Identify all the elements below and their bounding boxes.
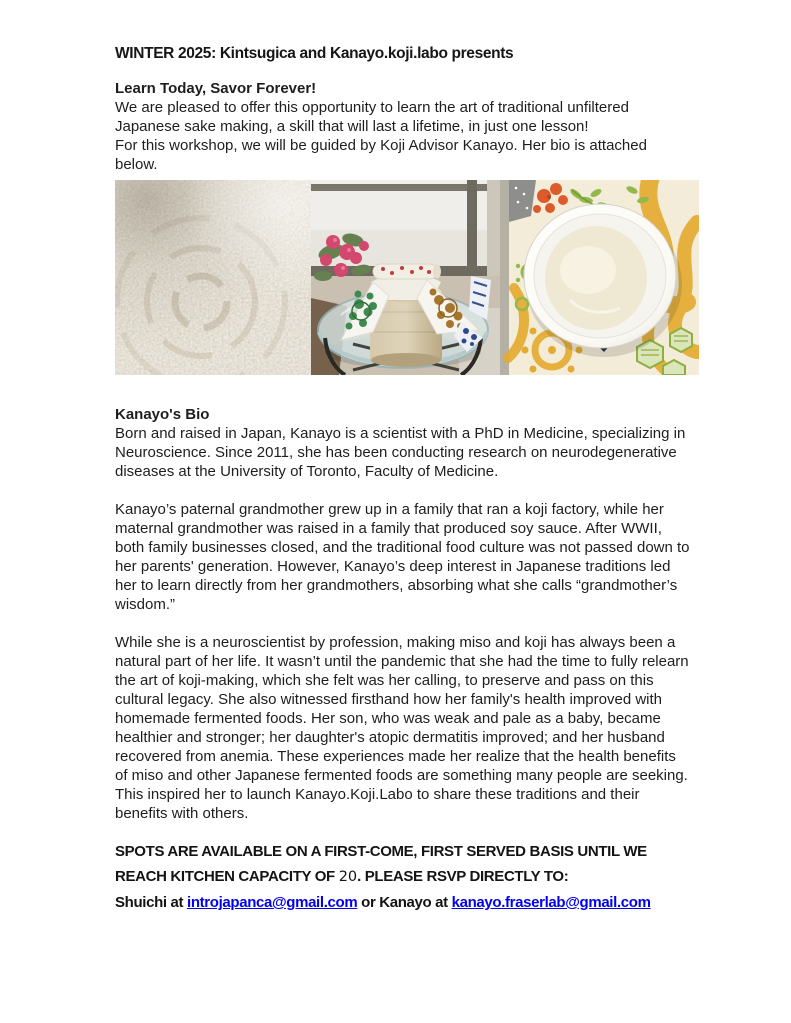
photo-strip <box>115 180 699 375</box>
bowl <box>524 204 676 348</box>
rsvp-line-2 <box>115 864 700 890</box>
contact-mid: or Kanayo at <box>357 894 452 911</box>
rsvp-line-2-suffix: . PLEASE RSVP DIRECTLY TO: <box>357 868 569 885</box>
rice-highlight <box>115 180 311 375</box>
fermentation-crock-photo <box>311 180 500 375</box>
koji-rice-photo <box>115 180 311 375</box>
contact-lead: Shuichi at <box>115 894 187 911</box>
bio-paragraph-3: While she is a neuroscientist by profession, making miso and koji has always been a natural part of her life. It wasn’t until the pandemic that she had the time to fully relearn the art of koji-making, which she felt was her calling, to preserve and pass on this cultural legacy. She also witnessed firsthand how her family's health improved with homemade fermented foods. Her son, who was weak and pale as a baby, became healthier and stronger; her daughter's atopic dermatitis improved; and her husband recovered from anemia. These experiences made her realize that the health benefits of miso and other Japanese fermented foods are something many people are seeking. <box>115 634 689 784</box>
rsvp-contacts-line <box>115 890 700 915</box>
rsvp-notice <box>115 839 700 915</box>
amazake-bowl-photo <box>500 180 699 375</box>
intro-section <box>115 79 690 174</box>
document-title: WINTER 2025: Kintsugica and Kanayo.koji.labo presents <box>115 45 514 62</box>
shuichi-email-link[interactable]: introjapanca@gmail.com <box>187 894 358 911</box>
photo-edge <box>500 180 509 375</box>
intro-paragraph-1: We are pleased to offer this opportunity to learn the art of traditional unfiltered Japanese sake making, a skill that will last a lifetime, in just one lesson! <box>115 99 629 135</box>
rolled-cloth <box>373 264 441 279</box>
rsvp-line-1: SPOTS ARE AVAILABLE ON A FIRST-COME, FIRST SERVED BASIS UNTIL WE <box>115 843 647 860</box>
bio-heading: Kanayo's Bio <box>115 406 210 423</box>
capacity-number: 20 <box>338 869 358 885</box>
intro-paragraph-2: For this workshop, we will be guided by Koji Advisor Kanayo. Her bio is attached below. <box>115 137 647 173</box>
intro-heading: Learn Today, Savor Forever! <box>115 80 317 97</box>
rsvp-line-2-prefix: REACH KITCHEN CAPACITY OF <box>115 868 339 885</box>
bio-paragraph-4: This inspired her to launch Kanayo.Koji.Labo to share these traditions and their benefits with others. <box>115 786 640 822</box>
spacer <box>115 614 791 633</box>
bio-paragraph-1: Born and raised in Japan, Kanayo is a scientist with a PhD in Medicine, specializing in Neuroscience. Since 2011, she has been conducting research on neurodegenerative diseases at the University of Toronto, Faculty of Medicine. <box>115 425 686 480</box>
spacer <box>115 481 791 500</box>
kanayo-email-link[interactable]: kanayo.fraserlab@gmail.com <box>451 894 651 911</box>
bio-paragraph-2: Kanayo’s paternal grandmother grew up in a family that ran a koji factory, while her maternal grandmother was raised in a family that produced soy sauce. After WWII, both family businesses closed, and the traditional food culture was not passed down to her parents' generation. However, Kanayo’s deep interest in Japanese traditions led her to learn directly from her grandmothers, absorbing what she calls “grandmother’s wisdom.” <box>115 501 690 613</box>
